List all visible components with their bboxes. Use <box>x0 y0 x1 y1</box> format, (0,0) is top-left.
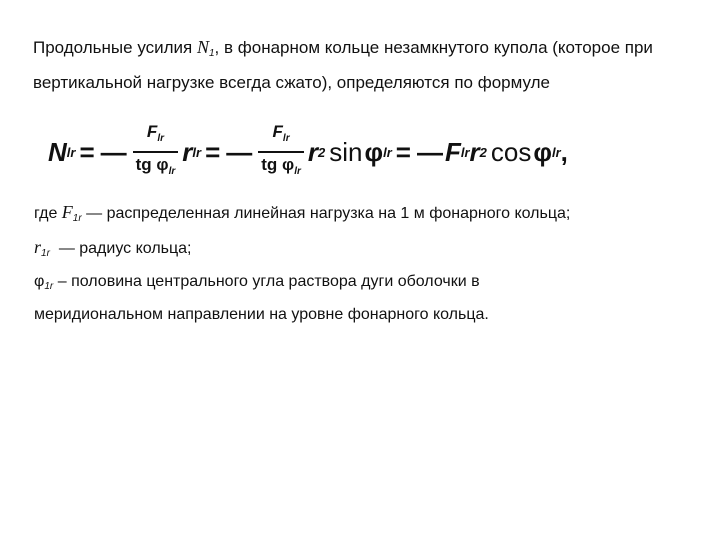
fraction-2-numerator <box>270 122 293 151</box>
formula-r2-subscript: 2 <box>318 144 326 160</box>
formula-f: F <box>444 136 461 167</box>
fraction-1-f: F <box>146 122 158 141</box>
fraction-2-f-subscript: lr <box>282 133 290 144</box>
formula-sin: sin <box>329 136 363 167</box>
fraction-2-denominator <box>258 153 304 182</box>
formula-fraction-1 <box>133 122 179 182</box>
definition-f-subscript: 1r <box>72 213 82 224</box>
formula <box>48 124 568 180</box>
formula-f-subscript: lr <box>460 144 470 160</box>
definition-r-subscript: 1r <box>41 248 50 259</box>
formula-n-subscript: lr <box>66 144 76 160</box>
definition-phi <box>34 268 694 301</box>
definition-phi-text: – половина центрального угла раствора дуги оболочки в <box>53 273 480 290</box>
definition-f <box>34 198 694 233</box>
fraction-2-f: F <box>272 122 283 141</box>
formula-fraction-2 <box>258 122 304 182</box>
formula-n: N <box>48 136 67 167</box>
formula-phi-2: φ <box>533 136 552 167</box>
formula-r-subscript: lr <box>192 144 202 160</box>
definition-f-prefix: где <box>34 205 62 222</box>
definition-phi-subscript: 1r <box>44 281 54 292</box>
fraction-1-denominator <box>133 153 179 182</box>
formula-phi-1-subscript: lr <box>383 144 392 160</box>
definition-phi-var: φ <box>34 273 45 290</box>
formula-r2b: r <box>469 136 480 167</box>
formula-equals-3: = <box>395 136 411 167</box>
definition-f-var: F <box>61 202 73 222</box>
intro-text-end: , в фонарном кольце незамкнутого купола (которое при вертикальной нагрузке всегда сжато), определяются по формуле <box>33 38 653 92</box>
formula-phi-2-subscript: lr <box>551 144 561 160</box>
formula-phi-1: φ <box>364 136 384 167</box>
definitions <box>34 198 694 329</box>
formula-r2: r <box>307 136 318 167</box>
definition-r <box>34 233 694 268</box>
fraction-2-phi: φ <box>282 155 295 174</box>
formula-minus-3: — <box>416 136 443 167</box>
variable-n: N <box>196 37 209 57</box>
formula-minus-1: — <box>100 136 127 167</box>
fraction-1-tg: tg <box>135 155 152 174</box>
formula-comma: , <box>560 136 568 167</box>
formula-cos: cos <box>490 136 532 167</box>
intro-paragraph <box>33 33 693 97</box>
fraction-1-numerator <box>144 122 167 151</box>
formula-r2b-subscript: 2 <box>479 144 487 160</box>
definition-phi-continuation: меридиональном направлении на уровне фонарного кольца. <box>34 306 489 323</box>
fraction-2-phi-subscript: lr <box>294 166 301 177</box>
definition-r-var: r <box>34 237 42 257</box>
fraction-1-f-subscript: lr <box>157 133 164 144</box>
definition-f-text: — распределенная линейная нагрузка на 1 м фонарного кольца; <box>81 205 571 222</box>
fraction-1-phi-subscript: lr <box>168 166 176 177</box>
formula-r: r <box>182 136 193 167</box>
formula-minus-2: — <box>226 136 253 167</box>
definition-r-text: — радиус кольца; <box>49 240 192 257</box>
fraction-2-tg: tg <box>261 155 278 174</box>
formula-equals-1: = <box>79 136 95 167</box>
fraction-1-phi: φ <box>156 155 169 174</box>
intro-text-start: Продольные усилия <box>33 38 197 57</box>
formula-equals-2: = <box>205 136 221 167</box>
variable-n-subscript: 1 <box>208 48 215 59</box>
